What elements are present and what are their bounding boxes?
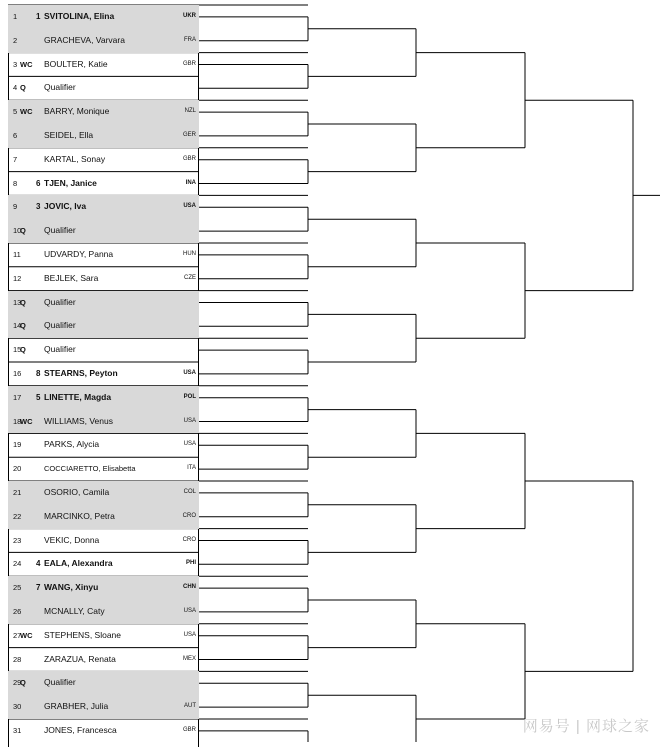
player-name: STEARNS, Peyton bbox=[44, 368, 118, 378]
draw-row bbox=[8, 505, 199, 529]
draw-position: 31 bbox=[13, 726, 22, 735]
draw-row bbox=[8, 338, 199, 362]
player-name: Qualifier bbox=[44, 296, 76, 307]
country-code: GBR bbox=[182, 60, 196, 67]
country-code: PHI bbox=[185, 560, 196, 567]
draw-row bbox=[8, 148, 199, 172]
country-code: HUN bbox=[183, 251, 196, 257]
draw-position: 14 bbox=[13, 321, 22, 331]
country-code: ITA bbox=[187, 465, 196, 472]
draw-row bbox=[8, 433, 199, 457]
draw-row bbox=[8, 53, 199, 77]
draw-position: 23 bbox=[13, 535, 22, 545]
watermark: 网易号 | 网球之家 bbox=[522, 718, 650, 735]
country-code: CZE bbox=[184, 274, 196, 281]
draw-position: 19 bbox=[13, 440, 22, 450]
player-name: MCNALLY, Caty bbox=[44, 606, 105, 616]
country-code: UKR bbox=[183, 13, 196, 19]
player-name: GRACHEVA, Varvara bbox=[44, 34, 125, 45]
country-code: CRO bbox=[182, 512, 196, 519]
draw-row bbox=[8, 29, 199, 53]
player-name: SVITOLINA, Elina bbox=[44, 11, 115, 21]
entry-type: WC bbox=[20, 416, 33, 426]
draw-row bbox=[8, 671, 199, 695]
draw-position: 4 bbox=[13, 83, 18, 93]
seed-number: 8 bbox=[36, 369, 41, 378]
entry-type: Q bbox=[20, 345, 26, 355]
draw-position: 1 bbox=[13, 12, 18, 21]
player-name: Qualifier bbox=[44, 82, 76, 93]
player-name: JOVIC, Iva bbox=[44, 201, 87, 212]
draw-position: 7 bbox=[13, 154, 18, 164]
draw-row bbox=[8, 314, 199, 338]
seed-number: 3 bbox=[36, 202, 41, 212]
draw-position: 29 bbox=[13, 678, 22, 688]
draw-row bbox=[8, 600, 199, 624]
entry-type: WC bbox=[20, 107, 33, 117]
draw-position: 5 bbox=[13, 107, 18, 117]
player-name: WILLIAMS, Venus bbox=[44, 415, 113, 426]
entry-type: Q bbox=[20, 678, 26, 688]
player-name: OSORIO, Camila bbox=[44, 487, 110, 497]
country-code: USA bbox=[183, 608, 196, 614]
draw-position: 20 bbox=[13, 464, 22, 474]
draw-row bbox=[8, 100, 199, 124]
player-name: COCCIARETTO, Elisabetta bbox=[44, 464, 136, 474]
draw-position: 16 bbox=[13, 369, 22, 378]
country-code: NZL bbox=[184, 108, 196, 115]
player-name: GRABHER, Julia bbox=[44, 701, 109, 712]
draw-row bbox=[8, 457, 199, 481]
entry-type: WC bbox=[20, 59, 33, 69]
seed-number: 6 bbox=[36, 178, 41, 188]
country-code: GBR bbox=[182, 155, 196, 162]
player-name: PARKS, Alycia bbox=[44, 439, 100, 450]
draw-position: 28 bbox=[13, 654, 22, 664]
draw-row bbox=[8, 5, 199, 29]
draw-position: 9 bbox=[13, 202, 18, 212]
country-code: POL bbox=[183, 393, 196, 400]
draw-position: 15 bbox=[13, 345, 22, 355]
draw-position: 12 bbox=[13, 273, 22, 283]
player-name: BEJLEK, Sara bbox=[44, 272, 99, 283]
draw-row bbox=[8, 552, 199, 576]
draw-position: 13 bbox=[13, 297, 22, 307]
player-name: UDVARDY, Panna bbox=[44, 249, 114, 259]
player-name: LINETTE, Magda bbox=[44, 391, 112, 402]
country-code: USA bbox=[183, 203, 196, 210]
draw-row bbox=[8, 529, 199, 553]
draw-position: 27 bbox=[13, 630, 22, 640]
player-name: WANG, Xinyu bbox=[44, 582, 99, 593]
player-name: JONES, Francesca bbox=[44, 725, 117, 735]
draw-position: 2 bbox=[13, 35, 18, 45]
draw-row bbox=[8, 195, 199, 219]
draw-position: 18 bbox=[13, 416, 22, 426]
player-name: Qualifier bbox=[44, 344, 76, 355]
player-name: Qualifier bbox=[44, 320, 76, 331]
draw-position: 8 bbox=[13, 178, 18, 188]
draw-row bbox=[8, 291, 199, 315]
draw-position: 25 bbox=[13, 583, 22, 593]
player-name: BARRY, Monique bbox=[44, 106, 110, 117]
draw-row bbox=[8, 695, 199, 719]
entry-type: WC bbox=[20, 630, 33, 640]
player-name: BOULTER, Katie bbox=[44, 58, 108, 69]
draw-row bbox=[8, 648, 199, 672]
draw-position: 24 bbox=[13, 559, 22, 569]
draw-row bbox=[8, 719, 199, 743]
country-code: USA bbox=[183, 441, 196, 448]
player-name: Qualifier bbox=[44, 225, 76, 236]
player-name: Qualifier bbox=[44, 677, 76, 688]
country-code: USA bbox=[183, 417, 196, 424]
draw-row bbox=[8, 386, 199, 410]
player-name: ZARAZUA, Renata bbox=[44, 653, 116, 664]
player-name: VEKIC, Donna bbox=[44, 534, 100, 545]
draw-row bbox=[8, 576, 199, 600]
draw-position: 6 bbox=[13, 131, 18, 140]
entry-type: Q bbox=[20, 226, 26, 236]
player-name: STEPHENS, Sloane bbox=[44, 629, 122, 640]
player-name: TJEN, Janice bbox=[44, 177, 97, 188]
seed-number: 1 bbox=[36, 12, 41, 21]
draw-row bbox=[8, 219, 199, 243]
player-name: SEIDEL, Ella bbox=[44, 130, 94, 140]
draw-position: 26 bbox=[13, 607, 22, 616]
seed-number: 4 bbox=[36, 559, 41, 569]
draw-position: 11 bbox=[13, 250, 21, 259]
draw-row bbox=[8, 124, 199, 148]
draw-row bbox=[8, 172, 199, 196]
entry-type: Q bbox=[20, 297, 26, 307]
draw-position: 30 bbox=[13, 702, 22, 712]
entry-type: Q bbox=[20, 321, 26, 331]
player-name: EALA, Alexandra bbox=[44, 558, 113, 569]
draw-position: 10 bbox=[13, 226, 22, 236]
draw-row bbox=[8, 76, 199, 100]
country-code: MEX bbox=[182, 655, 196, 662]
country-code: COL bbox=[183, 489, 196, 495]
country-code: CHN bbox=[183, 584, 196, 591]
country-code: FRA bbox=[184, 36, 196, 43]
entry-type: Q bbox=[20, 83, 26, 93]
draw-row bbox=[8, 624, 199, 648]
draw-position: 17 bbox=[13, 392, 22, 402]
player-name: MARCINKO, Petra bbox=[44, 510, 115, 521]
country-code: INA bbox=[185, 179, 196, 186]
draw-row bbox=[8, 267, 199, 291]
country-code: USA bbox=[183, 370, 196, 376]
draw-row bbox=[8, 481, 199, 505]
country-code: CRO bbox=[182, 536, 196, 543]
draw-row bbox=[8, 243, 199, 267]
draw-row bbox=[8, 410, 199, 434]
country-code: USA bbox=[183, 631, 196, 638]
draw-position: 3 bbox=[13, 59, 18, 69]
country-code: GER bbox=[182, 132, 196, 138]
draw-row bbox=[8, 362, 199, 386]
seed-number: 7 bbox=[36, 583, 41, 593]
country-code: GBR bbox=[182, 727, 196, 733]
player-name: KARTAL, Sonay bbox=[44, 153, 106, 164]
country-code: AUT bbox=[184, 703, 196, 710]
draw-position: 21 bbox=[13, 488, 22, 497]
draw-position: 22 bbox=[13, 511, 22, 521]
seed-number: 5 bbox=[36, 392, 41, 402]
